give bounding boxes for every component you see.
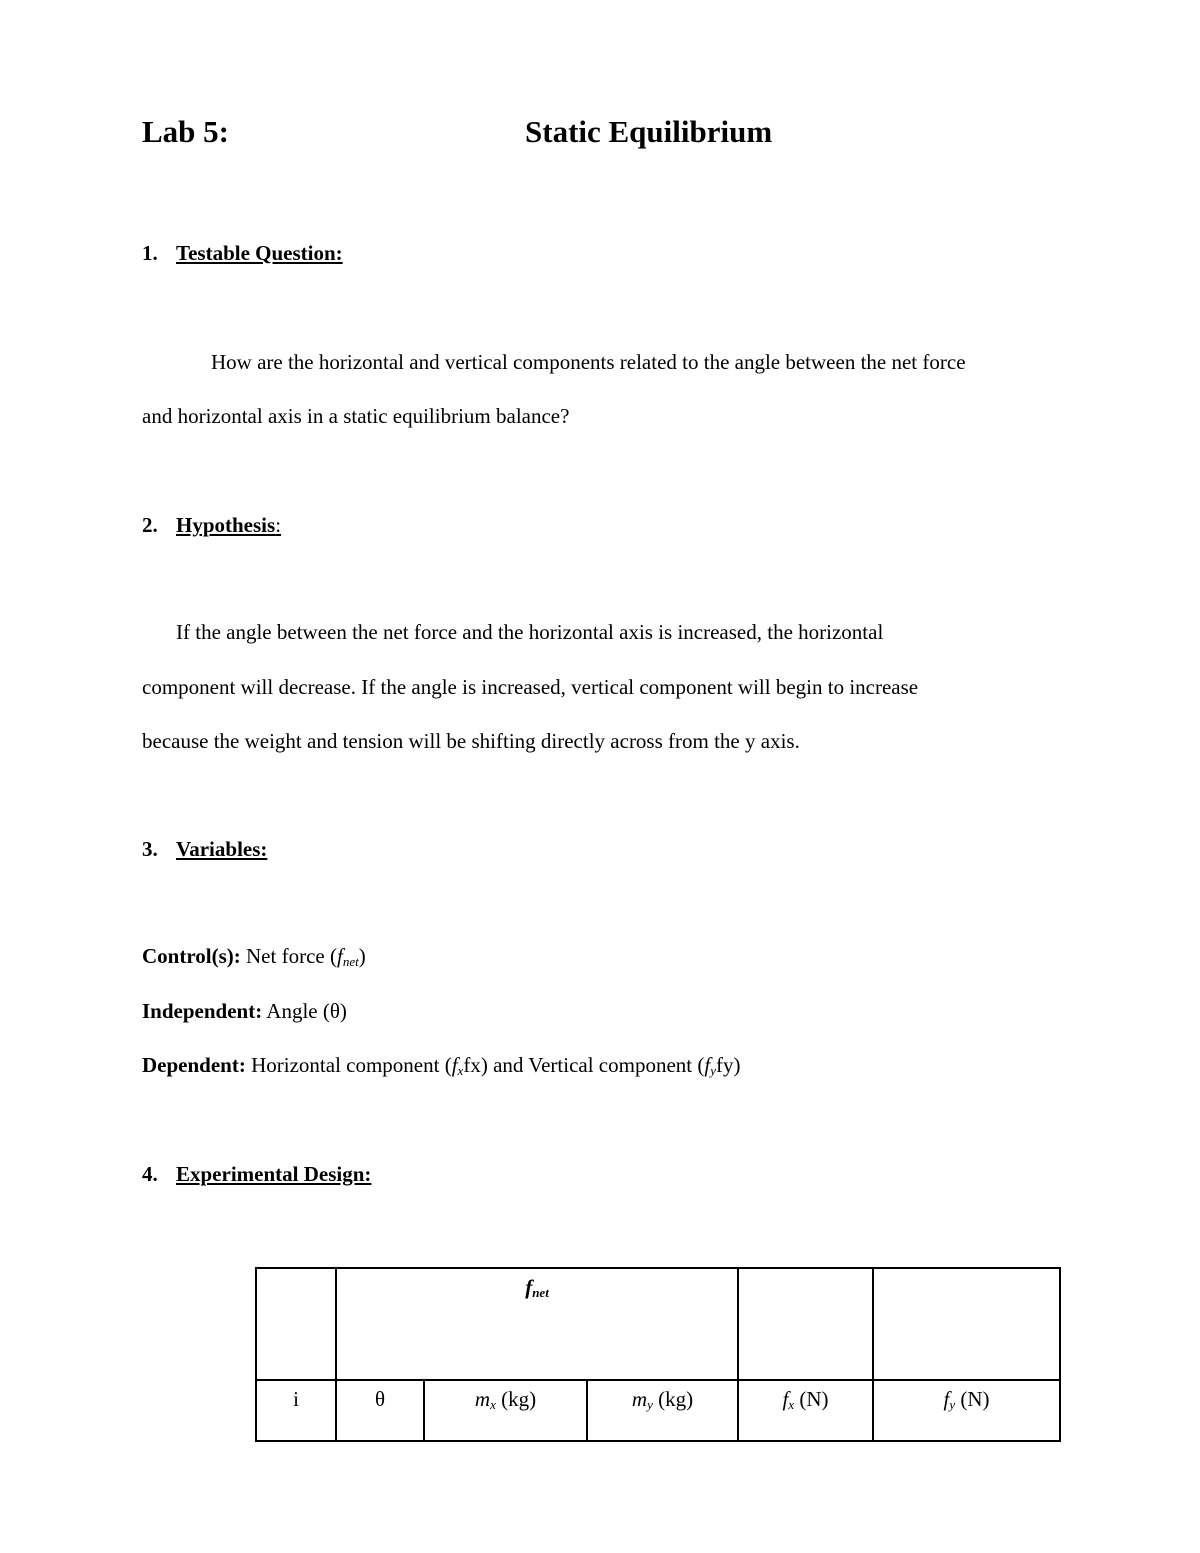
table-row xyxy=(256,1380,1060,1441)
hypothesis-line-2: component will decrease. If the angle is increased, vertical component will begin to increase xyxy=(142,675,919,699)
column-header-text: θ xyxy=(374,1387,386,1411)
symbol-f: f xyxy=(336,944,343,968)
control-label: Control(s): xyxy=(142,944,241,968)
section-label: Testable Question: xyxy=(176,241,343,265)
subscript-net: net xyxy=(342,954,359,969)
subscript-x: x xyxy=(788,1397,795,1412)
control-variable-line xyxy=(142,944,366,969)
subscript-x: x xyxy=(457,1063,464,1078)
subscript-y: y xyxy=(647,1397,653,1412)
column-header-my xyxy=(587,1380,738,1441)
hypothesis-line-3: because the weight and tension will be shifting directly across from the y axis. xyxy=(142,729,800,753)
dependent-label: Dependent: xyxy=(142,1053,246,1077)
question-line-1: How are the horizontal and vertical components related to the angle between the net force xyxy=(211,350,966,374)
subscript-net: net xyxy=(532,1285,549,1300)
subscript-y: y xyxy=(710,1063,716,1078)
table-cell-empty xyxy=(738,1268,873,1380)
section-heading-hypothesis xyxy=(142,513,281,538)
section-number: 2. xyxy=(142,513,158,537)
dependent-middle: fx) and Vertical component ( xyxy=(463,1053,705,1077)
title-lab-name: Static Equilibrium xyxy=(525,114,773,149)
column-header-mx xyxy=(424,1380,587,1441)
section-number: 4. xyxy=(142,1162,158,1186)
unit-text: (kg) xyxy=(652,1387,694,1411)
section-label: Variables: xyxy=(176,837,268,861)
symbol-f: f xyxy=(525,1275,533,1299)
column-header-theta xyxy=(336,1380,424,1441)
column-header-fx xyxy=(738,1380,873,1441)
control-end: ) xyxy=(358,944,366,968)
section-label: Experimental Design: xyxy=(176,1162,372,1186)
column-header-i xyxy=(256,1380,336,1441)
column-header-fy xyxy=(873,1380,1060,1441)
independent-text: Angle (θ) xyxy=(262,999,347,1023)
table-cell-empty xyxy=(873,1268,1060,1380)
section-number: 1. xyxy=(142,241,158,265)
symbol-f: f xyxy=(943,1387,950,1411)
unit-text: (N) xyxy=(794,1387,829,1411)
control-text: Net force ( xyxy=(240,944,337,968)
section-heading-variables xyxy=(142,837,267,862)
symbol-f: f xyxy=(451,1053,458,1077)
subscript-x: x xyxy=(490,1397,496,1412)
independent-label: Independent: xyxy=(142,999,263,1023)
table-header-fnet xyxy=(336,1268,738,1380)
symbol-m: m xyxy=(474,1387,491,1411)
subscript-y: y xyxy=(949,1397,956,1412)
section-label: Hypothesis xyxy=(176,513,276,537)
dependent-end: fy) xyxy=(715,1053,741,1077)
unit-text: (N) xyxy=(955,1387,990,1411)
question-line-2: and horizontal axis in a static equilibrium balance? xyxy=(142,404,570,428)
symbol-f: f xyxy=(704,1053,711,1077)
symbol-f: f xyxy=(782,1387,789,1411)
unit-text: (kg) xyxy=(495,1387,537,1411)
dependent-variable-line xyxy=(142,1053,740,1078)
column-header-text: i xyxy=(293,1387,299,1411)
experimental-design-table xyxy=(255,1267,1061,1442)
dependent-text: Horizontal component ( xyxy=(245,1053,452,1077)
section-number: 3. xyxy=(142,837,158,861)
hypothesis-line-1: If the angle between the net force and the horizontal axis is increased, the horizontal xyxy=(176,620,884,644)
section-colon: : xyxy=(275,513,282,537)
table-cell-empty xyxy=(256,1268,336,1380)
title-lab-number: Lab 5: xyxy=(142,114,229,149)
independent-variable-line xyxy=(142,999,347,1024)
section-heading-testable-question xyxy=(142,241,343,266)
section-heading-experimental-design xyxy=(142,1162,371,1187)
symbol-m: m xyxy=(631,1387,648,1411)
table-row xyxy=(256,1268,1060,1380)
